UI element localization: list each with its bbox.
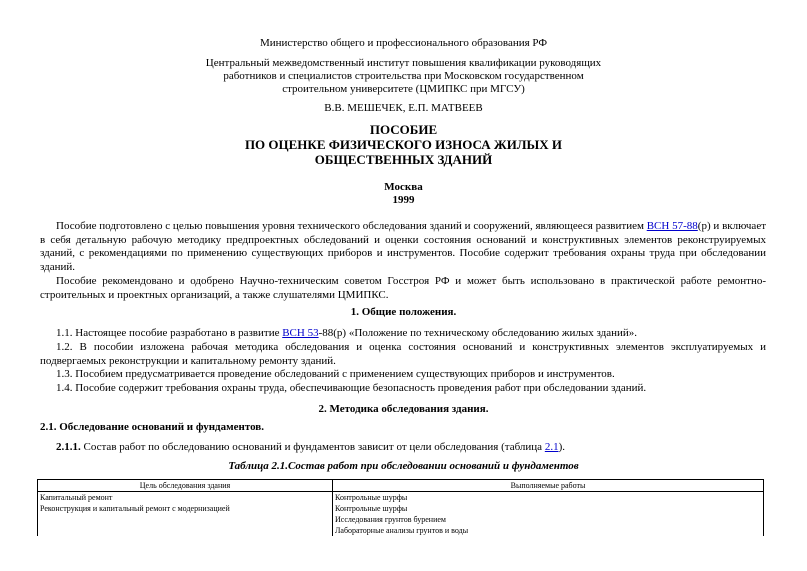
document-title-line-2: ПО ОЦЕНКЕ ФИЗИЧЕСКОГО ИЗНОСА ЖИЛЫХ И [244,137,563,152]
vsn-57-88-link[interactable]: ВСН 57-88 [646,220,698,232]
intro-text-b: (р) и включает в себя детальную рабочую методику предпроектных обследований и оценки состояния оснований и конструктивных элементов реконструируемых зданий, с рекомендациями по применению существующих приборов и инструментов. Пособие содержит требования охраны труда при обследовании зданий. [40,220,767,273]
intro-paragraph-1 [40,220,766,274]
s1p1-text-b: -88(р) «Положение по техническому обследованию жилых зданий». [318,327,638,339]
section-2-heading: 2. Методика обследования здания. [318,403,489,415]
section-1-paragraph-2: 1.2. В пособии изложена рабочая методика обследования и оценка состояния оснований и конструктивных элементов эксплуатируемых и подвергаемых реконструкции и капитальному ремонту зданий. [40,341,766,367]
section-1-paragraph-1 [40,327,766,341]
section-1-paragraph-3: 1.3. Пособием предусматривается проведение обследований с применением существующих приборов и инструментов. [56,368,615,380]
institute-line-3: строительном университете (ЦМИПКС при МГСУ) [282,83,525,95]
institute-line-2: работников и специалистов строительства при Московском государственном [223,70,584,82]
table-cell: Капитальный ремонт [38,492,333,504]
works-table [37,479,764,536]
table-cell: Контрольные шурфы [333,492,764,504]
document-title-line-3: ОБЩЕСТВЕННЫХ ЗДАНИЙ [314,152,493,167]
table-cell [38,525,333,536]
s211-text: Состав работ по обследованию оснований и фундаментов зависит от цели обследования (таблица [80,441,545,453]
section-1-heading: 1. Общие положения. [350,306,457,318]
ministry-line: Министерство общего и профессионального образования РФ [259,37,548,49]
table-title: Таблица 2.1.Состав работ при обследовании оснований и фундаментов [228,460,579,472]
table-cell: Лабораторные анализы грунтов и воды [333,525,764,536]
table-cell: Контрольные шурфы [333,503,764,514]
s1p1-text-a: 1.1. Настоящее пособие разработано в развитие [56,327,283,339]
table-row [38,503,764,514]
table-cell: Реконструкция и капитальный ремонт с модернизацией [38,503,333,514]
table-cell [38,514,333,525]
s211-number: 2.1.1. [56,441,81,453]
document-title-line-1: ПОСОБИЕ [369,122,438,137]
table-row [38,492,764,504]
table-2-1-link[interactable]: 2.1 [544,441,559,453]
intro-text-a: Пособие подготовлено с целью повышения уровня технического обследования зданий и сооружений, являющееся развитием [56,220,647,232]
table-header-row [38,480,764,492]
table-cell: Исследования грунтов бурением [333,514,764,525]
vsn-53-link[interactable]: ВСН 53 [282,327,319,339]
publication-city: Москва [384,181,423,193]
table-row [38,514,764,525]
authors: В.В. МЕШЕЧЕК, Е.П. МАТВЕЕВ [324,102,483,114]
column-header-works: Выполняемые работы [333,480,764,492]
column-header-goal: Цель обследования здания [38,480,333,492]
institute-line-1: Центральный межведомственный институт повышения квалификации руководящих [205,57,602,69]
s211-end: ). [558,441,565,453]
section-2-1-heading: 2.1. Обследование оснований и фундаментов. [40,421,265,433]
intro-paragraph-2: Пособие рекомендовано и одобрено Научно-техническим советом Госстроя РФ и может быть использовано в практической работе ремонтно-строительных и проектных организаций, а также слушателями ЦМИПКС. [40,275,766,301]
section-1-paragraph-4: 1.4. Пособие содержит требования охраны труда, обеспечивающие безопасность проведения работ при обследовании зданий. [56,382,647,394]
table-row [38,525,764,536]
section-2-1-1-paragraph [40,441,766,455]
publication-year: 1999 [392,194,415,206]
